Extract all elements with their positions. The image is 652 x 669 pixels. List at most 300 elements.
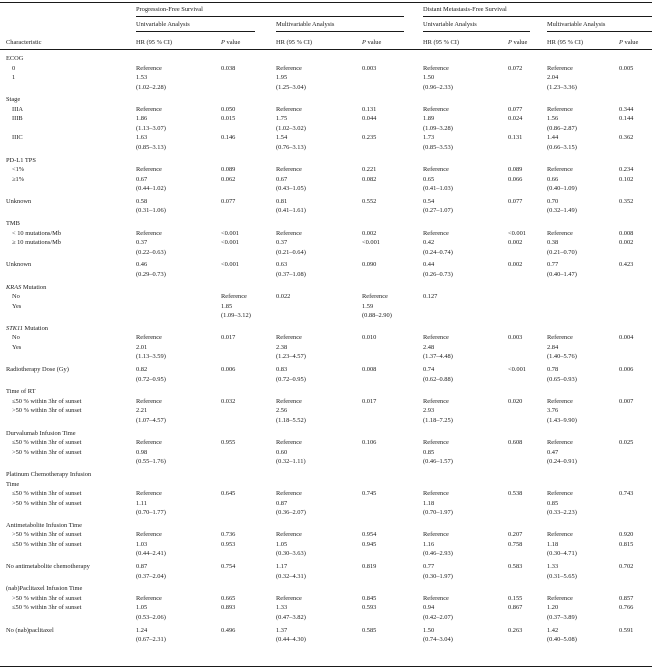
pfs-group-rule [136, 16, 404, 17]
cell-hr: (0.65–0.93) [547, 375, 577, 383]
cell-p-value: 0.002 [508, 261, 523, 269]
cell-p-value: (0.88–2.90) [362, 312, 392, 320]
cell-hr: 1.56 [547, 115, 559, 123]
dmfs-multi-rule [547, 31, 652, 32]
cell-p-value: 0.003 [362, 64, 377, 72]
cell-p-value: 0.953 [221, 540, 236, 548]
header-group-pfs: Progression-Free Survival [136, 6, 203, 13]
cell-hr: Reference [547, 531, 573, 539]
row-label: IIIC [12, 134, 23, 142]
cell-hr: Reference [423, 439, 449, 447]
row-label: IIIA [12, 105, 23, 113]
row-label: PD-L1 TPS [6, 156, 36, 164]
cell-hr: 0.77 [547, 261, 559, 269]
row-label: Stage [6, 96, 21, 104]
cell-hr: Reference [547, 594, 573, 602]
cell-hr: (1.13–3.59) [136, 353, 166, 361]
cell-p-value: 0.089 [508, 166, 523, 174]
cell-p-value: 0.020 [508, 397, 523, 405]
cell-hr: 1.24 [136, 626, 148, 634]
cell-p-value: 0.867 [508, 604, 523, 612]
cell-hr: Reference [276, 397, 302, 405]
cell-hr: 1.37 [276, 626, 288, 634]
header-p-value: P value [508, 39, 528, 46]
cell-p-value: 0.024 [508, 115, 523, 123]
cell-hr: (1.40–5.76) [547, 353, 577, 361]
cell-hr: 0.74 [423, 366, 435, 374]
cell-p-value: 0.954 [362, 531, 377, 539]
cell-hr: (1.02–2.28) [136, 83, 166, 91]
cell-hr: (1.23–3.36) [547, 83, 577, 91]
row-label: Unknown [6, 261, 32, 269]
cell-hr: 1.20 [547, 604, 559, 612]
cell-hr: (1.13–3.07) [136, 124, 166, 132]
cell-p-value: 0.077 [508, 105, 523, 113]
cell-hr: (0.76–3.13) [276, 143, 306, 151]
cell-hr: 2.01 [136, 343, 148, 351]
cell-hr: Reference [423, 594, 449, 602]
cell-p-value: <0.001 [508, 229, 526, 237]
cell-hr: Reference [423, 334, 449, 342]
row-label: Durvalumab Infusion Time [6, 429, 76, 437]
cell-p-value: 0.017 [221, 334, 236, 342]
cell-hr: (0.32–1.11) [276, 458, 306, 466]
cell-hr: (0.37–1.08) [276, 270, 306, 278]
cell-hr: Reference [423, 229, 449, 237]
row-label: >50 % within 3hr of sunset [12, 531, 82, 539]
cell-hr: 2.56 [276, 407, 288, 415]
cell-hr: Reference [547, 229, 573, 237]
cell-p-value: 0.006 [221, 366, 236, 374]
cell-p-value: 0.815 [619, 540, 634, 548]
cell-hr: (1.25–3.04) [276, 83, 306, 91]
cell-hr: 0.37 [136, 239, 148, 247]
cell-hr: Reference [547, 334, 573, 342]
cell-hr: 0.94 [423, 604, 435, 612]
cell-hr: (0.41–1.03) [423, 185, 453, 193]
row-label: >50 % within 3hr of sunset [12, 407, 82, 415]
cell-p-value: 0.221 [362, 166, 377, 174]
cell-p-value: 0.062 [221, 175, 236, 183]
cell-hr: (0.43–1.05) [276, 185, 306, 193]
cell-p-value: 0.743 [619, 490, 634, 498]
row-label: Yes [12, 302, 22, 310]
cell-p-value: 0.006 [619, 366, 634, 374]
cell-p-value: 0.005 [619, 64, 634, 72]
cell-hr: 0.67 [136, 175, 148, 183]
cell-hr: Reference [276, 490, 302, 498]
cell-p-value: 0.025 [619, 439, 634, 447]
cell-hr: (0.22–0.63) [136, 248, 166, 256]
cell-hr: 0.54 [423, 197, 435, 205]
row-label [6, 285, 46, 291]
row-label: No [12, 293, 20, 301]
cell-hr: Reference [547, 64, 573, 72]
cell-hr: 0.37 [276, 239, 288, 247]
cell-p-value: <0.001 [221, 239, 239, 247]
cell-hr: 2.04 [547, 74, 559, 82]
cell-p-value: 0.008 [362, 366, 377, 374]
cell-hr: 0.66 [547, 175, 559, 183]
cell-hr: 2.21 [136, 407, 148, 415]
cell-hr: 0.78 [547, 366, 559, 374]
cell-hr: Reference [136, 105, 162, 113]
cell-hr: (0.40–5.08) [547, 636, 577, 644]
table-bottom-rule [0, 666, 652, 667]
header-subgroup: Univariable Analysis [423, 21, 477, 28]
header-hr-ci: HR (95 % CI) [423, 39, 460, 46]
cell-p-value: 0.155 [508, 594, 523, 602]
cell-p-value: 0.044 [362, 115, 377, 123]
cell-p-value: 1.85 [221, 302, 233, 310]
row-label: >50 % within 3hr of sunset [12, 594, 82, 602]
cell-hr: (0.55–1.76) [136, 458, 166, 466]
cell-hr: (0.41–1.61) [276, 207, 306, 215]
row-label: 0 [12, 64, 16, 72]
cell-hr: (0.24–0.91) [547, 458, 577, 466]
header-p-value: P value [362, 39, 382, 46]
row-label: IIIB [12, 115, 23, 123]
cell-hr: (0.37–2.04) [136, 572, 166, 580]
cell-hr: (0.47–3.82) [276, 613, 306, 621]
row-label: >50 % within 3hr of sunset [12, 499, 82, 507]
cell-hr: (0.86–2.87) [547, 124, 577, 132]
cell-p-value: 0.736 [221, 531, 236, 539]
cell-p-value: 0.072 [508, 64, 523, 72]
header-p-value: P value [619, 39, 639, 46]
cell-p-value: 0.038 [221, 64, 236, 72]
cell-hr: (0.36–2.07) [276, 509, 306, 517]
cell-p-value: 0.066 [508, 175, 523, 183]
cell-p-value: 0.004 [619, 334, 634, 342]
cell-hr: Reference [276, 439, 302, 447]
cell-p-value: <0.001 [221, 261, 239, 269]
header-hr-ci: HR (95 % CI) [547, 39, 584, 46]
cell-hr: Reference [136, 531, 162, 539]
cell-p-value: 0.496 [221, 626, 236, 634]
pfs-multi-rule [276, 31, 404, 32]
cell-hr: 2.93 [423, 407, 435, 415]
cell-p-value: 0.015 [221, 115, 236, 123]
cell-hr: Reference [276, 64, 302, 72]
cell-hr: 0.82 [136, 366, 148, 374]
cell-p-value: 0.702 [619, 563, 634, 571]
cell-p-value: 0.754 [221, 563, 236, 571]
table-header-bottom-rule [0, 49, 652, 50]
row-label: Antimetabolite Infusion Time [6, 521, 82, 529]
cell-hr: Reference [547, 490, 573, 498]
cell-hr: 0.38 [547, 239, 559, 247]
cell-p-value: 0.008 [619, 229, 634, 237]
cell-hr: (0.40–1.47) [547, 270, 577, 278]
cell-hr: (0.27–1.07) [423, 207, 453, 215]
cell-hr: 0.42 [423, 239, 435, 247]
cell-hr: 1.33 [276, 604, 288, 612]
row-label: No [12, 334, 20, 342]
cell-hr: 0.65 [423, 175, 435, 183]
row-label: Unknown [6, 197, 32, 205]
cell-hr: 1.16 [423, 540, 435, 548]
cell-p-value: 0.920 [619, 531, 634, 539]
cell-p-value: <0.001 [508, 366, 526, 374]
cell-p-value: 0.235 [362, 134, 377, 142]
cell-hr: (0.46–2.93) [423, 550, 453, 558]
cell-p-value: 0.945 [362, 540, 377, 548]
cell-hr: (0.85–3.13) [136, 143, 166, 151]
row-label: < 10 mutations/Mb [12, 229, 62, 237]
cell-hr: 0.67 [276, 175, 288, 183]
cell-hr: 1.89 [423, 115, 435, 123]
cell-p-value: 0.050 [221, 105, 236, 113]
cell-p-value: 0.077 [508, 197, 523, 205]
cell-p-value: 0.552 [362, 197, 377, 205]
cell-p-value: 0.591 [619, 626, 634, 634]
row-label: ≤50 % within 3hr of sunset [12, 540, 82, 548]
row-label: ≥1% [12, 175, 25, 183]
row-label: ≤50 % within 3hr of sunset [12, 397, 82, 405]
cell-hr: Reference [423, 166, 449, 174]
cell-hr: Reference [547, 166, 573, 174]
cell-hr: 1.63 [136, 134, 148, 142]
row-label: Time [6, 480, 20, 488]
cell-p-value: 0.002 [508, 239, 523, 247]
cell-hr: Reference [547, 105, 573, 113]
cell-hr: Reference [276, 166, 302, 174]
cell-p-value: 0.423 [619, 261, 634, 269]
cell-hr: (1.02–3.02) [276, 124, 306, 132]
cell-hr: (1.43–9.90) [547, 417, 577, 424]
cell-hr: Reference [276, 531, 302, 539]
cell-p-value: 0.608 [508, 439, 523, 447]
cell-hr: (0.66–3.15) [547, 143, 577, 151]
cell-hr: 0.63 [276, 261, 288, 269]
header-p-value: P value [221, 39, 241, 46]
cell-p-value: 0.583 [508, 563, 523, 571]
cell-hr: Reference [136, 229, 162, 237]
cell-hr: (1.09–3.28) [423, 124, 453, 132]
cell-hr: Reference [423, 531, 449, 539]
row-label: ECOG [6, 55, 24, 62]
header-characteristic: Characteristic [6, 39, 42, 46]
cell-hr: 1.18 [423, 499, 435, 507]
cell-hr: 0.44 [423, 261, 435, 269]
cell-hr: 1.50 [423, 626, 435, 634]
cell-p-value: 1.59 [362, 302, 374, 310]
cell-hr: 0.85 [547, 499, 559, 507]
cell-hr: (0.21–0.70) [547, 248, 577, 256]
row-label [6, 326, 48, 332]
cell-hr: Reference [423, 105, 449, 113]
cell-hr: (1.23–4.57) [276, 353, 306, 361]
cell-hr: 1.54 [276, 134, 288, 142]
cell-p-value: 0.077 [221, 197, 236, 205]
cell-hr: (0.37–3.89) [547, 613, 577, 621]
header-subgroup: Multivariable Analysis [276, 21, 335, 28]
cell-hr: (0.26–0.73) [423, 270, 453, 278]
cell-p-value: 0.010 [362, 334, 377, 342]
cell-hr: Reference [136, 490, 162, 498]
cell-hr: 1.42 [547, 626, 559, 634]
cell-hr: 1.75 [276, 115, 288, 123]
dmfs-uni-rule [423, 31, 530, 32]
cell-hr: (0.42–2.07) [423, 613, 453, 621]
cell-p-value: 0.893 [221, 604, 236, 612]
cell-hr: Reference [136, 439, 162, 447]
cell-hr: 0.022 [276, 293, 291, 301]
cell-hr: 0.83 [276, 366, 288, 374]
cell-p-value: 0.352 [619, 197, 634, 205]
table-top-rule [0, 2, 652, 3]
cell-hr: 0.87 [276, 499, 288, 507]
row-label: (nab)Paclitaxel Infusion Time [6, 585, 83, 593]
cell-hr: Reference [423, 490, 449, 498]
row-label: ≤50 % within 3hr of sunset [12, 604, 82, 612]
row-label: ≤50 % within 3hr of sunset [12, 439, 82, 447]
dmfs-group-rule [423, 16, 652, 17]
cell-hr: 1.05 [136, 604, 148, 612]
cell-hr: (0.53–2.06) [136, 613, 166, 621]
cell-p-value: <0.001 [362, 239, 380, 247]
cell-hr: Reference [276, 334, 302, 342]
cell-hr: (0.30–3.63) [276, 550, 306, 558]
row-label-italic: STK11 [6, 324, 23, 332]
cell-hr: Reference [136, 334, 162, 342]
cell-hr: (0.21–0.64) [276, 248, 306, 256]
cell-hr: 0.98 [136, 448, 148, 456]
cell-hr: 2.38 [276, 343, 288, 351]
cell-hr: Reference [136, 64, 162, 72]
cell-hr: 0.77 [423, 563, 435, 571]
cell-hr: 1.03 [136, 540, 148, 548]
cell-hr: Reference [547, 397, 573, 405]
cell-hr: Reference [547, 439, 573, 447]
cell-p-value: 0.002 [619, 239, 634, 247]
cell-p-value: 0.263 [508, 626, 523, 634]
cell-hr: 0.58 [136, 197, 148, 205]
cell-p-value: 0.090 [362, 261, 377, 269]
cell-hr: (0.31–5.65) [547, 572, 577, 580]
cell-hr: (0.29–0.73) [136, 270, 166, 278]
cell-hr: Reference [423, 64, 449, 72]
cell-hr: 1.11 [136, 499, 147, 507]
cell-p-value: 0.207 [508, 531, 523, 539]
cell-hr: (0.70–1.77) [136, 509, 166, 517]
cell-hr: (0.24–0.74) [423, 248, 453, 256]
cell-p-value: 0.593 [362, 604, 377, 612]
cell-hr: Reference [136, 397, 162, 405]
row-label-suffix: Mutation [21, 283, 47, 291]
cell-hr: (0.44–4.30) [276, 636, 306, 644]
cell-hr: 0.46 [136, 261, 148, 269]
cell-hr: (0.72–0.95) [136, 375, 166, 383]
row-label: No (nab)paclitaxel [6, 626, 54, 634]
cell-hr: (0.72–0.95) [276, 375, 306, 383]
cell-hr: (0.74–3.04) [423, 636, 453, 644]
cell-p-value: 0.745 [362, 490, 377, 498]
cell-p-value: 0.538 [508, 490, 523, 498]
cell-hr: (0.96–2.33) [423, 83, 453, 91]
header-subgroup: Multivariable Analysis [547, 21, 606, 28]
cell-hr: 0.81 [276, 197, 288, 205]
cell-hr: Reference [276, 594, 302, 602]
row-label: ≤50 % within 3hr of sunset [12, 490, 82, 498]
cell-p-value: 0.003 [508, 334, 523, 342]
cell-p-value: 0.017 [362, 397, 377, 405]
cell-p-value: 0.819 [362, 563, 377, 571]
cell-p-value: Reference [221, 293, 247, 301]
cell-hr: (0.30–4.71) [547, 550, 577, 558]
cell-hr: (0.40–1.09) [547, 185, 577, 193]
cell-p-value: 0.007 [619, 397, 634, 405]
cell-hr: Reference [136, 166, 162, 174]
cell-hr: (0.70–1.97) [423, 509, 453, 517]
row-label-suffix: Mutation [22, 324, 48, 332]
pfs-uni-rule [136, 31, 255, 32]
cell-hr: (0.67–2.31) [136, 636, 166, 644]
cell-hr: (0.62–0.88) [423, 375, 453, 383]
cell-hr: 1.05 [276, 540, 288, 548]
cell-hr: (0.85–3.53) [423, 143, 453, 151]
cell-p-value: 0.585 [362, 626, 377, 634]
cell-p-value: 0.362 [619, 134, 634, 142]
row-label: >50 % within 3hr of sunset [12, 448, 82, 456]
cell-p-value: 0.758 [508, 540, 523, 548]
cell-p-value: 0.131 [508, 134, 523, 142]
cell-p-value: 0.146 [221, 134, 236, 142]
row-label: TMB [6, 220, 20, 228]
cell-hr: Reference [136, 594, 162, 602]
cell-p-value: 0.845 [362, 594, 377, 602]
row-label: Platinum Chemotherapy Infusion [6, 471, 92, 478]
cell-hr: 1.18 [547, 540, 559, 548]
row-label: ≥ 10 mutations/Mb [12, 239, 61, 247]
row-label-italic: KRAS [6, 283, 22, 291]
cell-hr: 1.53 [136, 74, 148, 82]
cell-hr: 1.95 [276, 74, 288, 82]
cell-hr: (1.37–4.48) [423, 353, 453, 361]
cell-p-value: 0.106 [362, 439, 377, 447]
cell-p-value: 0.344 [619, 105, 634, 113]
header-hr-ci: HR (95 % CI) [136, 39, 173, 46]
header-hr-ci: HR (95 % CI) [276, 39, 313, 46]
cell-hr: (0.44–1.02) [136, 185, 166, 193]
cell-hr: Reference [276, 105, 302, 113]
cell-hr: 1.44 [547, 134, 559, 142]
cell-hr: 1.17 [276, 563, 288, 571]
cell-hr: 0.47 [547, 448, 559, 456]
cell-hr: (0.31–1.06) [136, 207, 166, 215]
cell-hr: 1.73 [423, 134, 435, 142]
row-label: Time of RT [6, 388, 36, 396]
cell-hr: (0.44–2.41) [136, 550, 166, 558]
cell-p-value: Reference [362, 293, 388, 301]
cell-p-value: 0.082 [362, 175, 377, 183]
cell-hr: 1.33 [547, 563, 559, 571]
cell-hr: 2.48 [423, 343, 435, 351]
row-label: <1% [12, 166, 25, 174]
cell-hr: (1.18–7.25) [423, 417, 453, 424]
cell-hr: (0.32–4.31) [276, 572, 306, 580]
cell-hr: (1.07–4.57) [136, 417, 166, 424]
cell-hr: (0.30–1.97) [423, 572, 453, 580]
cell-hr: 0.85 [423, 448, 435, 456]
row-label: No antimetabolite chemotherapy [6, 563, 90, 571]
cell-p-value: 0.131 [362, 105, 377, 113]
cell-p-value: 0.089 [221, 166, 236, 174]
cell-hr: (0.46–1.57) [423, 458, 453, 466]
cell-hr: (1.18–5.52) [276, 417, 306, 424]
cell-p-value: <0.001 [221, 229, 239, 237]
